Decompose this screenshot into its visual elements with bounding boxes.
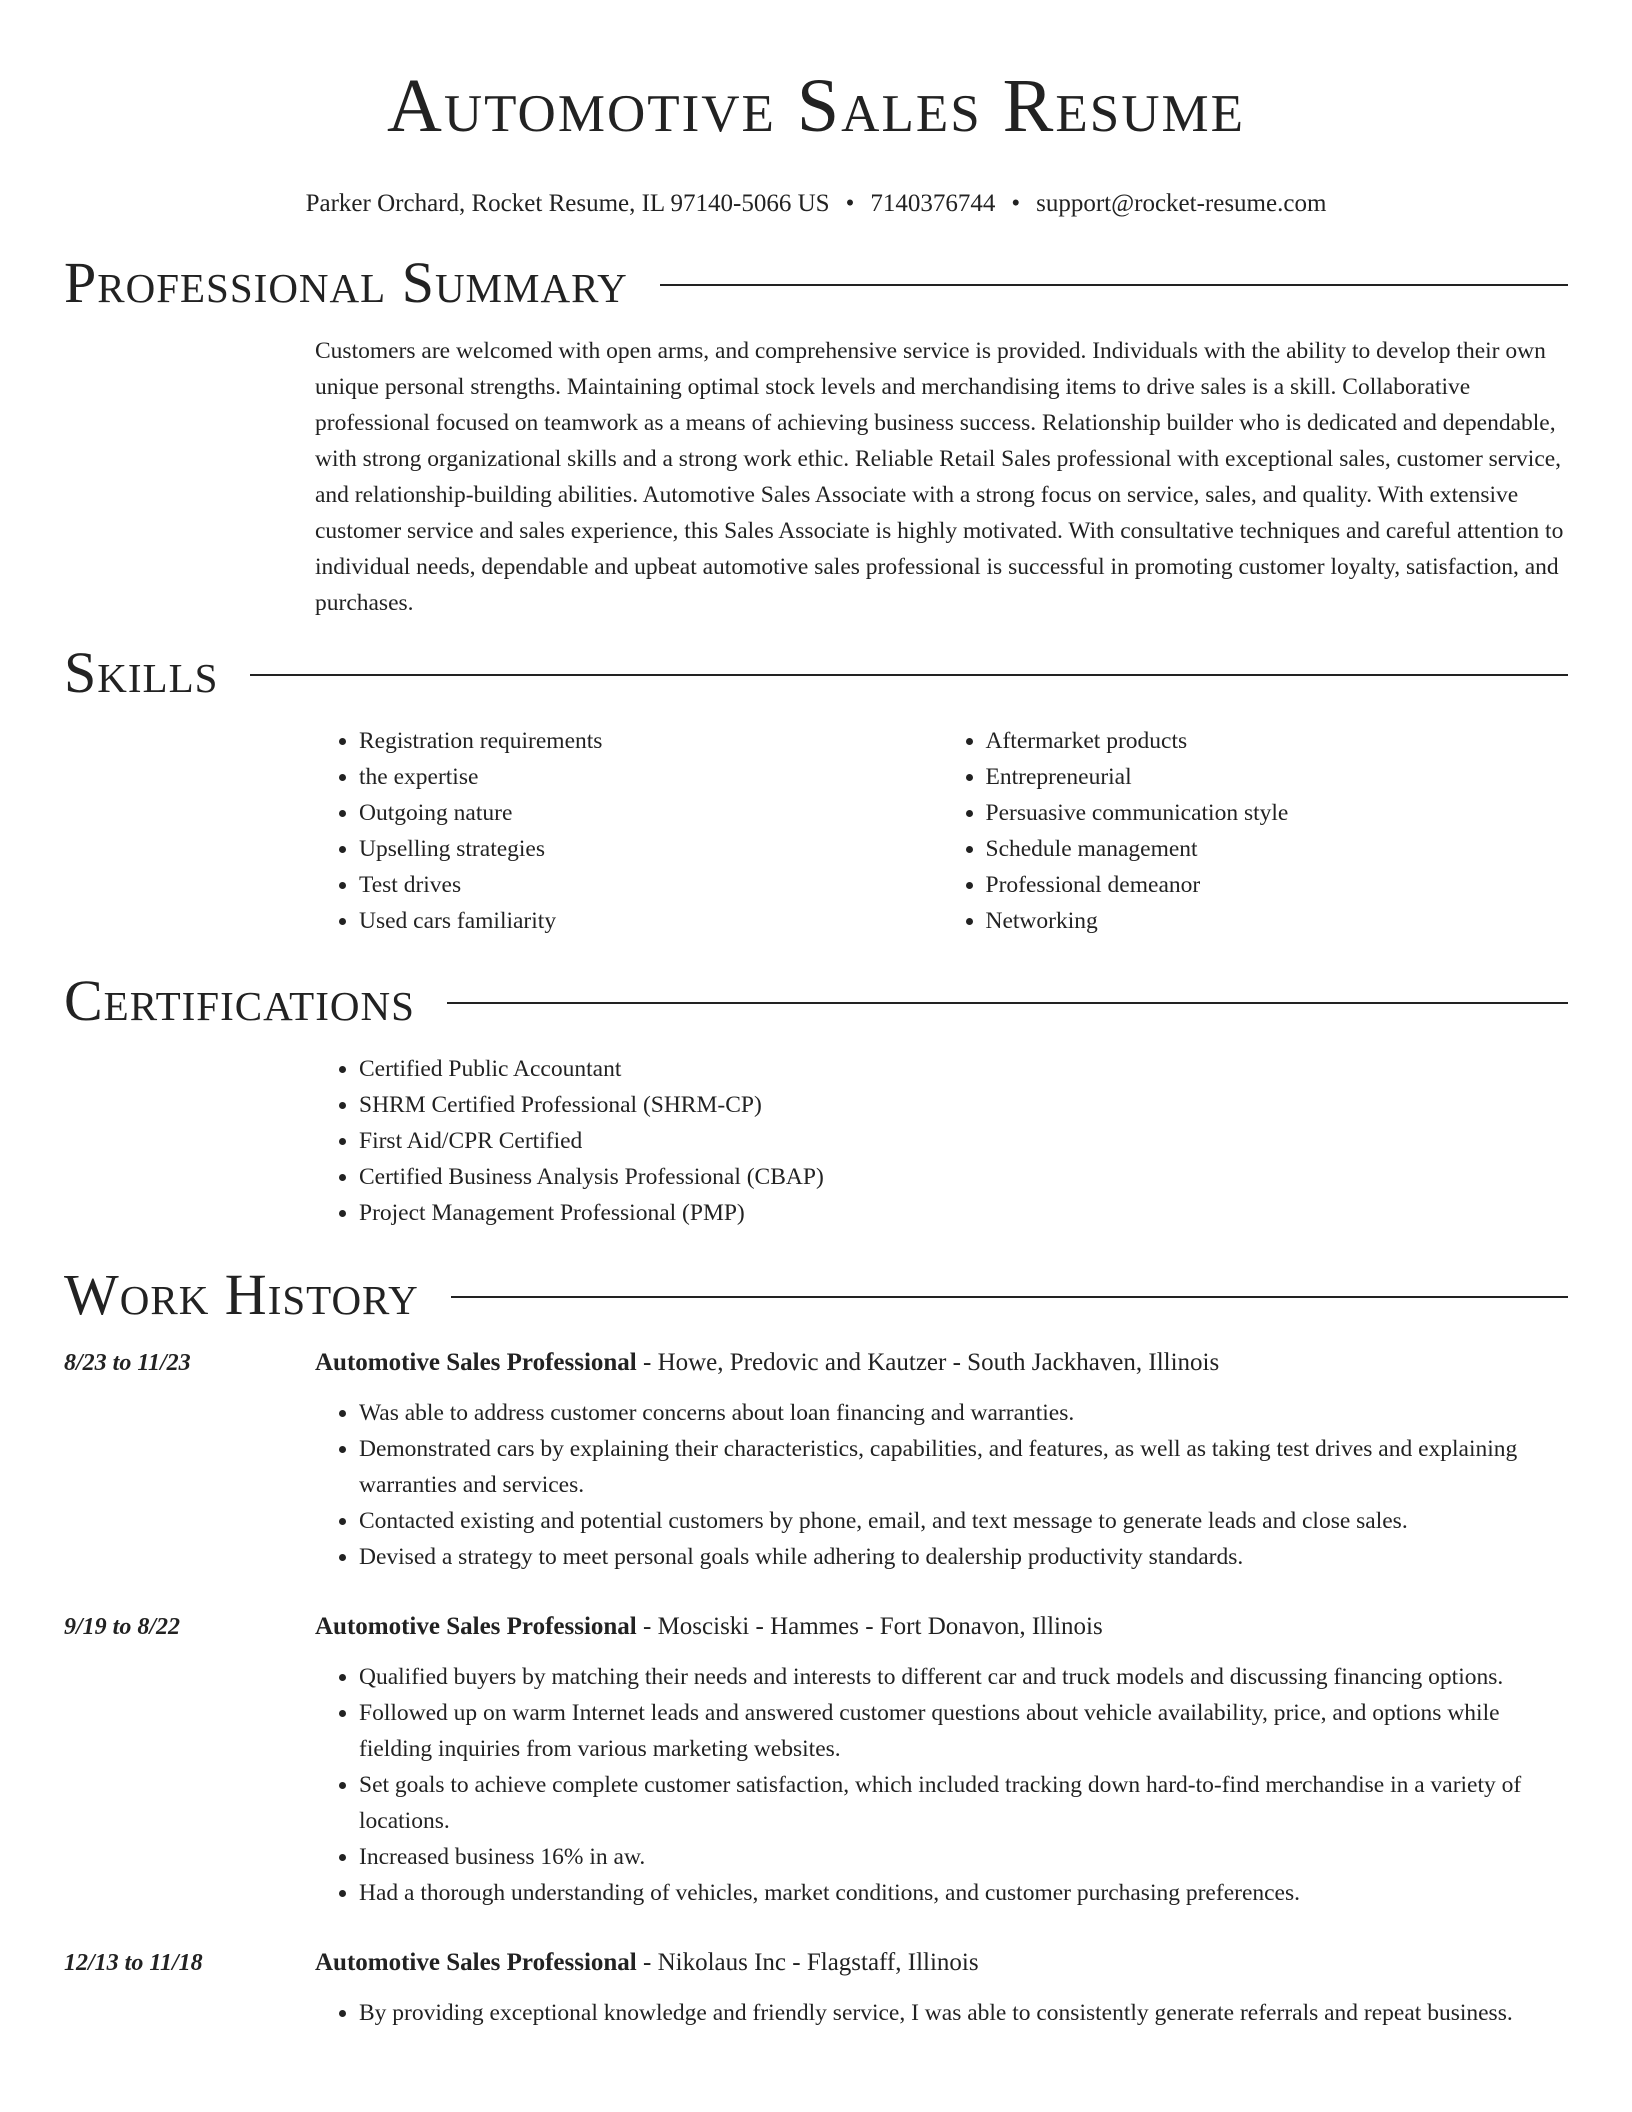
section-divider xyxy=(451,1296,1568,1298)
summary-section-header xyxy=(64,249,1568,317)
job-bullet: • Followed up on warm Internet leads and answered customer questions about vehicle availability, price, and options while fielding inquiries from various marketing websites. xyxy=(359,1695,1568,1767)
job-entry xyxy=(64,1345,1568,1575)
skills-section-header xyxy=(64,639,1568,707)
skill-item: • Used cars familiarity xyxy=(359,903,942,939)
contact-separator: • xyxy=(845,190,855,217)
skill-item: • Aftermarket products xyxy=(986,723,1569,759)
job-dates: 9/19 to 8/22 xyxy=(64,1614,181,1640)
skills-heading: Skills xyxy=(64,640,219,705)
summary-text: Customers are welcomed with open arms, and comprehensive service is provided. Individuals with the ability to develop their own unique personal strengths. Maintaining optimal stock levels and merchandising items to drive sales is a skill. Collaborative professional focused on teamwork as a means of achieving business success. Relationship builder who is dedicated and dependable, with strong organizational skills and a strong work ethic. Reliable Retail Sales professional with exceptional sales, customer service, and relationship-building abilities. Automotive Sales Associate with a strong focus on service, sales, and quality. With extensive customer service and sales experience, this Sales Associate is highly motivated. With consultative techniques and careful attention to individual needs, dependable and upbeat automotive sales professional is successful in promoting customer loyalty, satisfaction, and purchases. xyxy=(315,338,1564,616)
job-employer-location: - Mosciski - Hammes - Fort Donavon, Illinois xyxy=(636,1613,1103,1640)
skill-item: • Networking xyxy=(986,903,1569,939)
job-dates: 12/13 to 11/18 xyxy=(64,1950,203,1976)
skill-item: • Schedule management xyxy=(986,831,1569,867)
job-bullet: • Increased business 16% in aw. xyxy=(359,1839,1568,1875)
skills-list xyxy=(315,723,1568,939)
job-bullet: • Had a thorough understanding of vehicles, market conditions, and customer purchasing preferences. xyxy=(359,1875,1568,1911)
job-role: Automotive Sales Professional xyxy=(315,1613,637,1640)
job-bullet: • Was able to address customer concerns about loan financing and warranties. xyxy=(359,1395,1568,1431)
skill-item: • Entrepreneurial xyxy=(986,759,1569,795)
skill-item: • Professional demeanor xyxy=(986,867,1569,903)
skill-item: • Registration requirements xyxy=(359,723,942,759)
certification-item: • Project Management Professional (PMP) xyxy=(359,1195,1568,1231)
certifications-heading: Certifications xyxy=(64,968,415,1033)
summary-heading: Professional Summary xyxy=(64,250,628,315)
job-dates: 8/23 to 11/23 xyxy=(64,1350,191,1376)
contact-address: Parker Orchard, Rocket Resume, IL 97140-5066 US xyxy=(305,190,830,217)
job-bullets xyxy=(315,1995,1568,2031)
contact-separator: • xyxy=(1011,190,1021,217)
job-title-line xyxy=(315,1945,1568,1981)
job-title-line xyxy=(315,1345,1568,1381)
job-entry xyxy=(64,1609,1568,1911)
job-details xyxy=(315,1609,1568,1911)
job-title-line xyxy=(315,1609,1568,1645)
job-role: Automotive Sales Professional xyxy=(315,1949,637,1976)
job-entry xyxy=(64,1945,1568,2031)
certifications-list xyxy=(315,1051,1568,1231)
job-bullet: • Set goals to achieve complete customer satisfaction, which included tracking down hard-to-find merchandise in a variety of locations. xyxy=(359,1767,1568,1839)
skill-item: • Persuasive communication style xyxy=(986,795,1569,831)
job-role: Automotive Sales Professional xyxy=(315,1349,637,1376)
work-heading: Work History xyxy=(64,1262,419,1327)
job-employer-location: - Nikolaus Inc - Flagstaff, Illinois xyxy=(636,1949,979,1976)
job-bullets xyxy=(315,1395,1568,1575)
work-section-header xyxy=(64,1261,1568,1329)
skill-item: • Upselling strategies xyxy=(359,831,942,867)
job-details xyxy=(315,1945,1568,2031)
certification-item: • First Aid/CPR Certified xyxy=(359,1123,1568,1159)
job-bullet: • By providing exceptional knowledge and friendly service, I was able to consistently generate referrals and repeat business. xyxy=(359,1995,1568,2031)
skills-column-left xyxy=(315,723,942,939)
certifications-section-header xyxy=(64,967,1568,1035)
certification-item: • Certified Business Analysis Professional (CBAP) xyxy=(359,1159,1568,1195)
job-bullet: • Demonstrated cars by explaining their characteristics, capabilities, and features, as well as taking test drives and explaining warranties and services. xyxy=(359,1431,1568,1503)
contact-email: support@rocket-resume.com xyxy=(1036,190,1327,217)
job-bullet: • Devised a strategy to meet personal goals while adhering to dealership productivity standards. xyxy=(359,1539,1568,1575)
section-divider xyxy=(447,1002,1568,1004)
skill-item: • the expertise xyxy=(359,759,942,795)
job-details xyxy=(315,1345,1568,1575)
skills-column-right xyxy=(942,723,1569,939)
certification-item: • SHRM Certified Professional (SHRM-CP) xyxy=(359,1087,1568,1123)
document-title: Automotive Sales Resume xyxy=(386,64,1245,148)
job-bullets xyxy=(315,1659,1568,1911)
section-divider xyxy=(660,284,1568,286)
skill-item: • Test drives xyxy=(359,867,942,903)
job-bullet: • Contacted existing and potential customers by phone, email, and text message to generate leads and close sales. xyxy=(359,1503,1568,1539)
contact-line xyxy=(64,188,1568,220)
contact-phone: 7140376744 xyxy=(870,190,996,217)
section-divider xyxy=(250,674,1568,676)
certification-item: • Certified Public Accountant xyxy=(359,1051,1568,1087)
job-employer-location: - Howe, Predovic and Kautzer - South Jackhaven, Illinois xyxy=(636,1349,1220,1376)
skill-item: • Outgoing nature xyxy=(359,795,942,831)
job-bullet: • Qualified buyers by matching their needs and interests to different car and truck models and discussing financing options. xyxy=(359,1659,1568,1695)
